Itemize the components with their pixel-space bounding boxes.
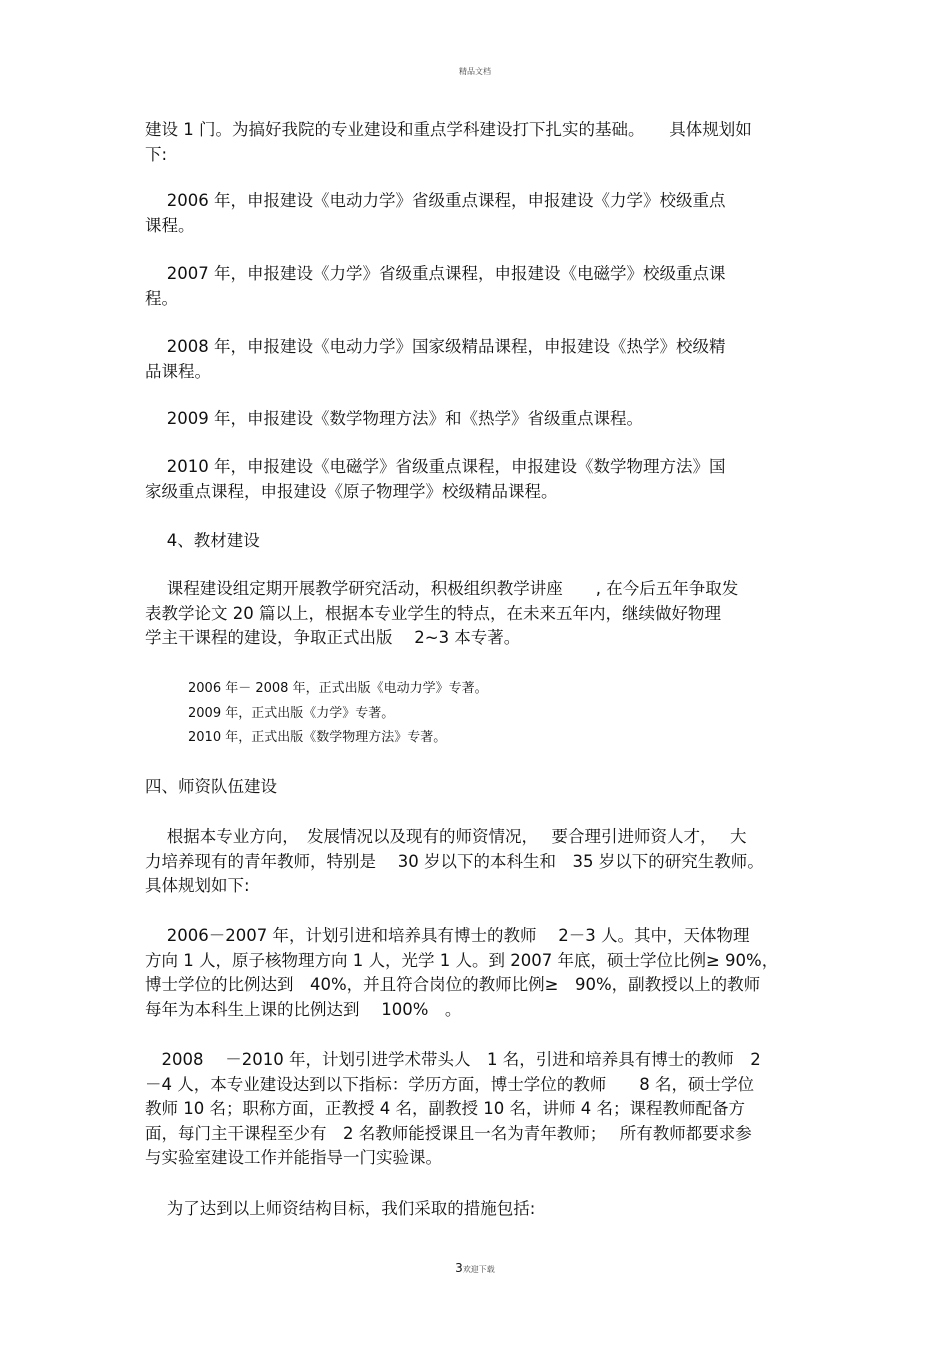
text-line: 学主干课程的建设，争取正式出版 2~3 本专著。 <box>145 628 521 647</box>
paragraph-2006 <box>145 189 815 238</box>
text-line: 根据本专业方向， 发展情况以及现有的师资情况， 要合理引进师资人才， 大 <box>145 827 747 846</box>
text-line: 建设 1 门。为搞好我院的专业建设和重点学科建设打下扎实的基础。 具体规划如 <box>145 120 752 139</box>
text-line: 具体规划如下: <box>145 876 250 895</box>
text-line: 2010 年，申报建设《电磁学》省级重点课程，申报建设《数学物理方法》国 <box>145 457 726 476</box>
text-line: 表教学论文 20 篇以上，根据本专业学生的特点，在未来五年内，继续做好物理 <box>145 603 721 623</box>
list-item: 2009 年，正式出版《力学》专著。 <box>188 705 395 721</box>
text-line: 2008 －2010 年，计划引进学术带头人 1 名，引进和培养具有博士的教师 2 <box>145 1050 761 1069</box>
text-line: 博士学位的比例达到 40%，并且符合岗位的教师比例≥ 90%，副教授以上的教师 <box>145 975 761 994</box>
paragraph-faculty-intro <box>145 825 815 899</box>
text-line: －4 人，本专业建设达到以下指标：学历方面，博士学位的教师 8 名，硕士学位 <box>145 1074 754 1094</box>
text-line: 方向 1 人，原子核物理方向 1 人，光学 1 人。到 2007 年底，硕士学位比例≥ 90%， <box>145 950 779 970</box>
text-line: 4、教材建设 <box>145 531 260 550</box>
page-number: 3 <box>455 1261 463 1275</box>
text-line: 2006 年，申报建设《电动力学》省级重点课程，申报建设《力学》校级重点 <box>145 191 726 210</box>
section-heading-textbook <box>145 529 815 554</box>
text-line: 与实验室建设工作并能指导一门实验课。 <box>145 1148 442 1167</box>
paragraph-2009 <box>145 407 815 432</box>
text-line: 程。 <box>145 288 178 308</box>
paragraph-2008 <box>145 335 815 384</box>
footer-text: 欢迎下载 <box>462 1265 495 1274</box>
text-line: 家级重点课程，申报建设《原子物理学》校级精品课程。 <box>145 481 558 501</box>
text-line: 为了达到以上师资结构目标，我们采取的措施包括: <box>145 1199 536 1218</box>
list-item: 2010 年，正式出版《数学物理方法》专著。 <box>188 730 447 745</box>
paragraph-textbook <box>145 577 815 651</box>
text-line: 2009 年，申报建设《数学物理方法》和《热学》省级重点课程。 <box>145 409 643 428</box>
text-line: 品课程。 <box>145 361 211 381</box>
text-line: 每年为本科生上课的比例达到 100% 。 <box>145 999 462 1019</box>
text-line: 力培养现有的青年教师，特别是 30 岁以下的本科生和 35 岁以下的研究生教师。 <box>145 851 764 871</box>
text-line: 课程建设组定期开展教学研究活动，积极组织教学讲座 , 在今后五年争取发 <box>145 579 739 598</box>
paragraph-measures <box>145 1197 815 1222</box>
text-line: 四、师资队伍建设 <box>145 777 277 796</box>
textbook-plan-list <box>188 677 488 751</box>
page-footer <box>0 1261 950 1275</box>
text-line: 下: <box>145 144 168 164</box>
text-line: 教师 10 名；职称方面，正教授 4 名，副教授 10 名，讲师 4 名；课程教师配备方 <box>145 1099 745 1118</box>
paragraph-2008-2010 <box>145 1048 815 1171</box>
paragraph-2006-2007 <box>145 924 815 1022</box>
paragraph-2010 <box>145 455 815 504</box>
text-line: 2008 年，申报建设《电动力学》国家级精品课程，申报建设《热学》校级精 <box>145 337 726 356</box>
paragraph-2007 <box>145 262 815 311</box>
text-line: 2007 年，申报建设《力学》省级重点课程，申报建设《电磁学》校级重点课 <box>145 264 726 283</box>
text-line: 面，每门主干课程至少有 2 名教师能授课且一名为青年教师； 所有教师都要求参 <box>145 1123 752 1143</box>
list-item: 2006 年－ 2008 年，正式出版《电动力学》专著。 <box>188 681 488 696</box>
text-line: 课程。 <box>145 215 195 235</box>
text-line: 2006－2007 年，计划引进和培养具有博士的教师 2－3 人。其中，天体物理 <box>145 926 750 945</box>
section-heading-faculty <box>145 775 815 800</box>
page-header: 精品文档 <box>459 67 491 76</box>
paragraph-intro <box>145 118 815 167</box>
